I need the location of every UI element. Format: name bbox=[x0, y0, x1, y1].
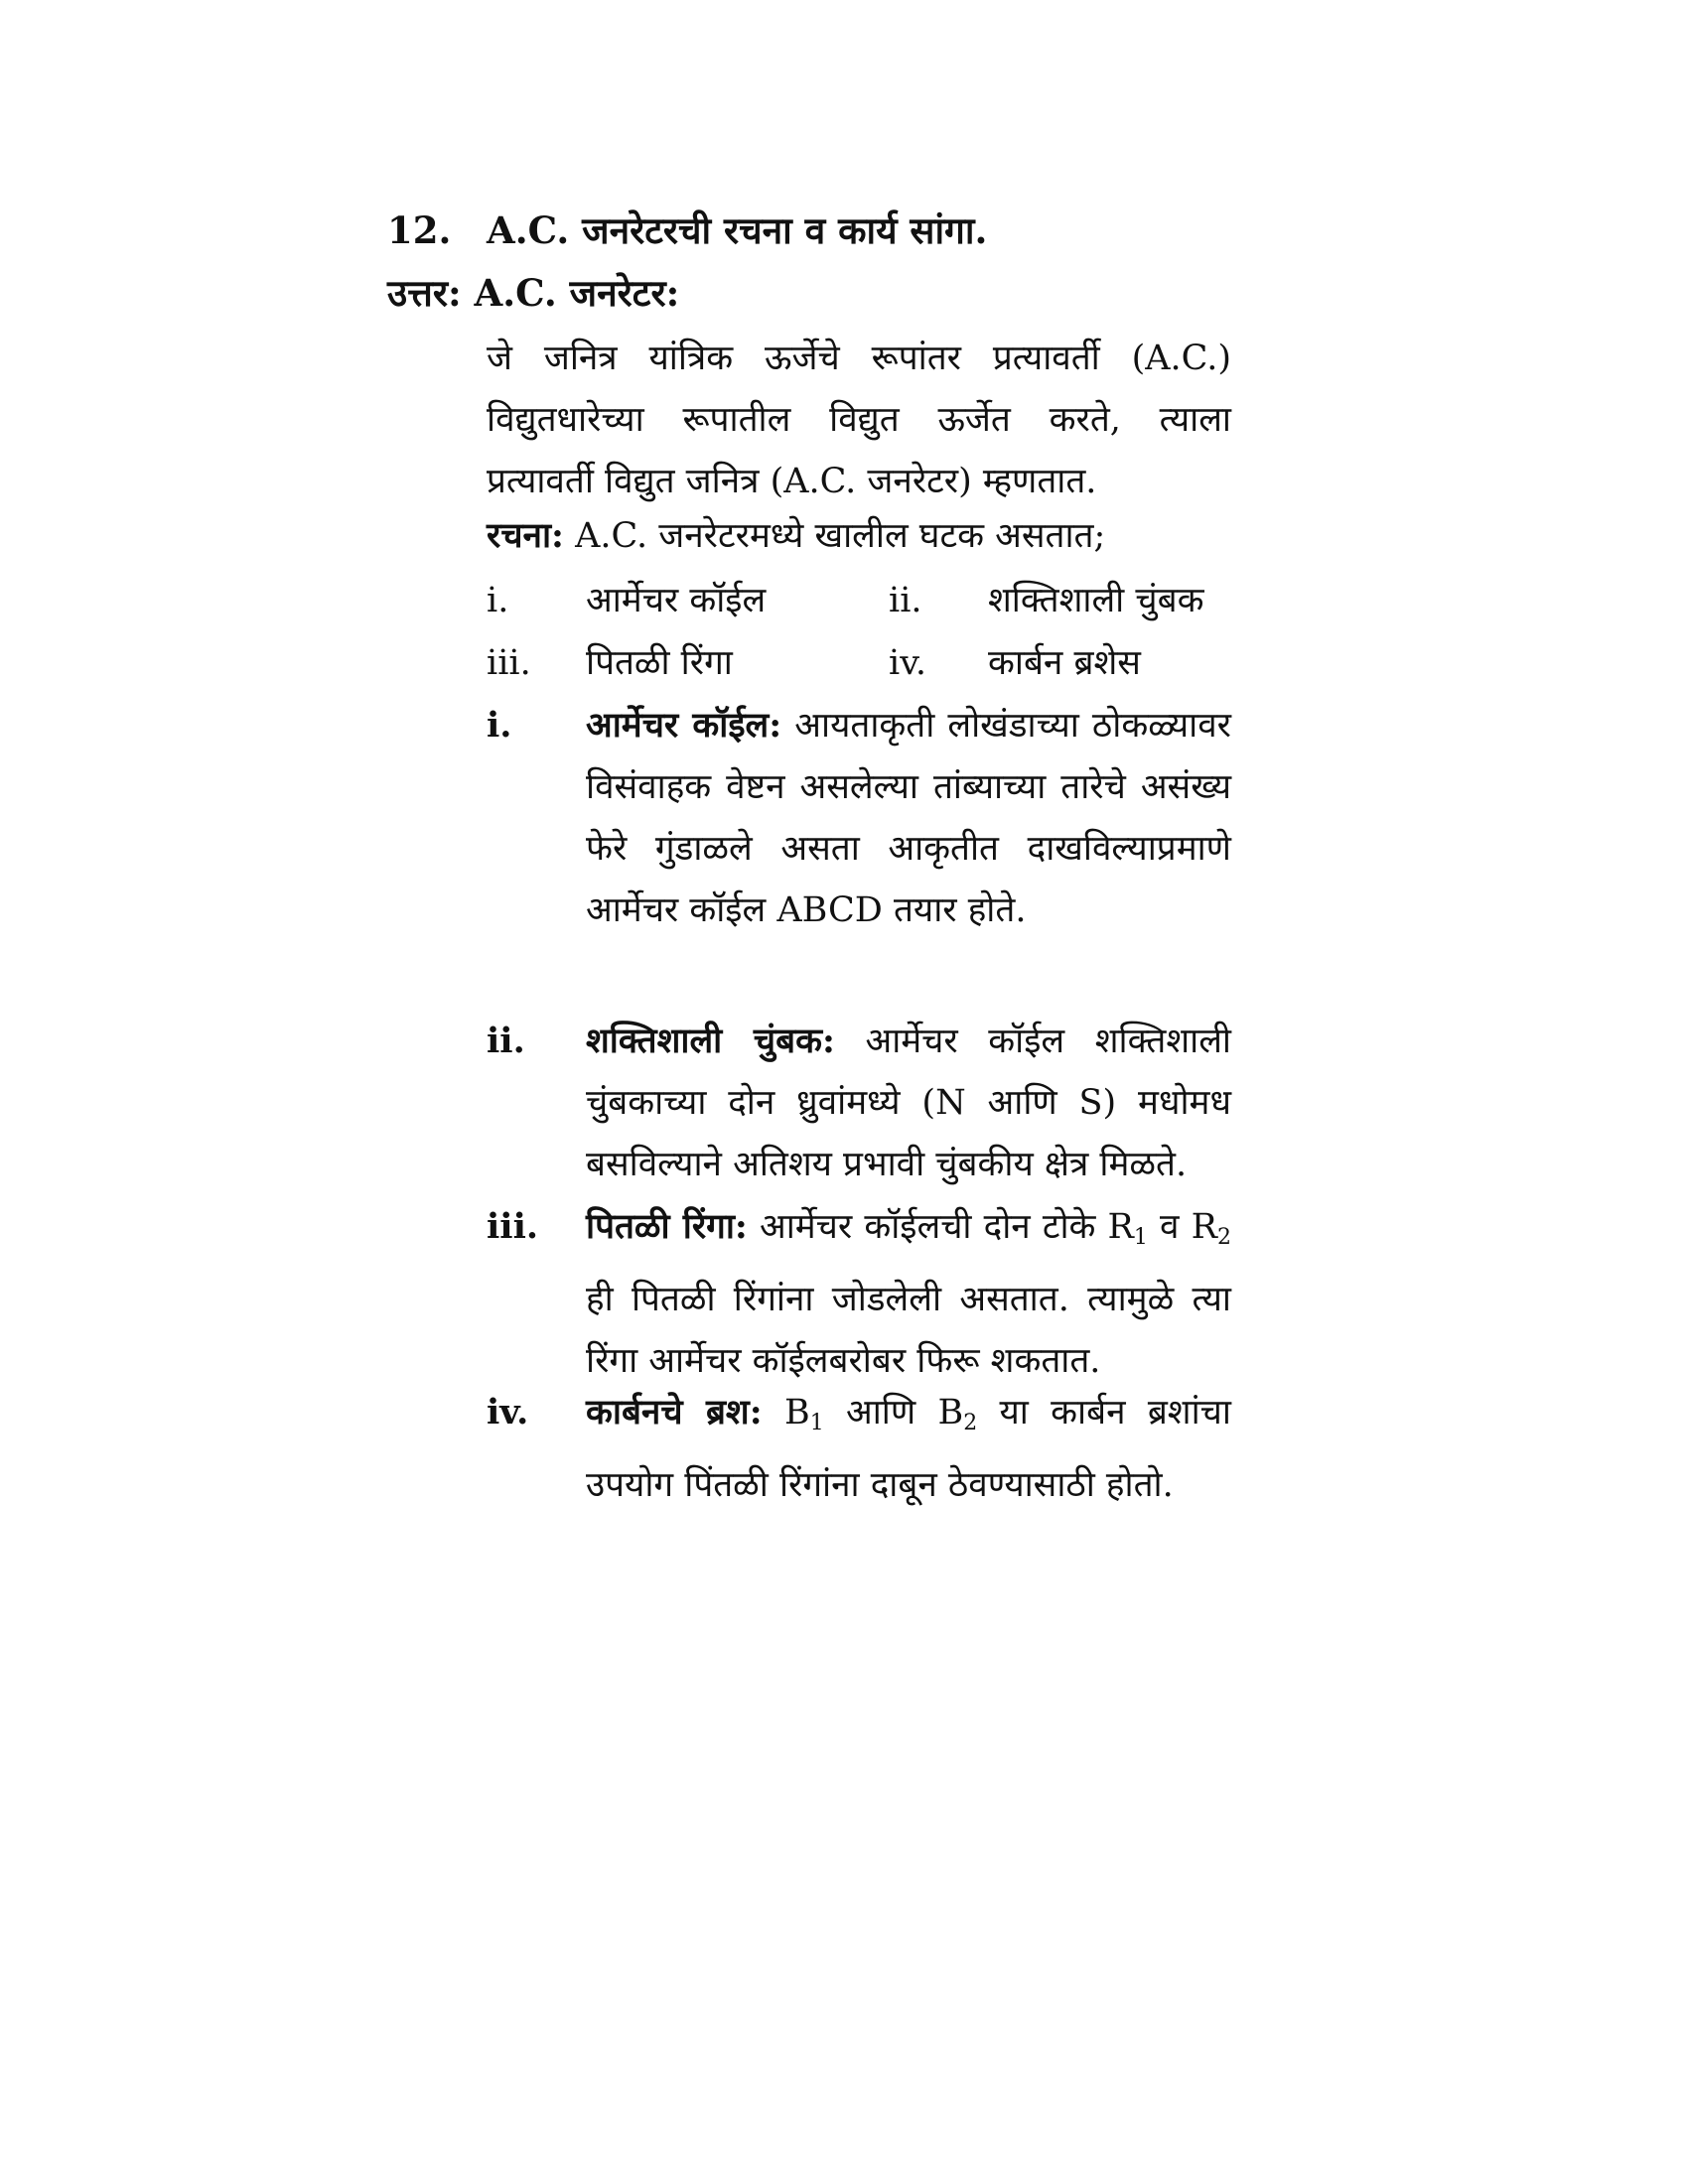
section-text-b: व R bbox=[1147, 1207, 1217, 1247]
component-roman: ii. bbox=[889, 581, 922, 620]
component-roman: i. bbox=[487, 581, 509, 620]
intro-paragraph bbox=[487, 328, 1231, 512]
answer-title: A.C. जनरेटर: bbox=[474, 271, 680, 315]
answer-heading bbox=[387, 266, 679, 317]
component-name: पितळी रिंगा bbox=[586, 643, 733, 683]
component-item bbox=[889, 576, 1203, 622]
subscript: 2 bbox=[1216, 1225, 1231, 1250]
component-roman: iii. bbox=[487, 643, 531, 683]
component-item bbox=[889, 638, 1141, 685]
component-item bbox=[487, 638, 733, 685]
construction-text: A.C. जनरेटरमध्ये खालील घटक असतात; bbox=[575, 516, 1106, 556]
question-number: 12. bbox=[387, 208, 452, 252]
answer-label: उत्तर: bbox=[387, 271, 462, 315]
intro-line-2: विद्युतधारेच्या रूपातील विद्युत ऊर्जेत करते, त्याला bbox=[487, 400, 1231, 440]
section-text-c: ही पितळी रिंगांना जोडलेली असतात. त्यामुळे त्या रिंगा आर्मेचर कॉईलबरोबर फिरू शकतात. bbox=[586, 1280, 1231, 1381]
section-text-c: या कार्बन ब्रशांचा उपयोग पिंतळी रिंगांना दाबून ठेवण्यासाठी होतो. bbox=[586, 1393, 1231, 1505]
subscript: 1 bbox=[1133, 1225, 1148, 1250]
section-marker: i. bbox=[487, 705, 512, 746]
section-marker: ii. bbox=[487, 1021, 525, 1061]
subscript: 2 bbox=[963, 1411, 978, 1435]
section-marker: iii. bbox=[487, 1206, 539, 1247]
construction-label: रचना: bbox=[487, 515, 564, 556]
section-text-a: B bbox=[783, 1393, 810, 1433]
section-slip-rings bbox=[487, 1196, 1231, 1392]
question-heading bbox=[387, 204, 987, 254]
component-item bbox=[487, 576, 766, 622]
component-name: कार्बन ब्रशेस bbox=[988, 643, 1141, 683]
component-roman: iv. bbox=[889, 643, 926, 683]
intro-line-1: जे जनित्र यांत्रिक ऊर्जेचे रूपांतर प्रत्यावर्ती (A.C.) bbox=[487, 339, 1231, 378]
section-carbon-brushes bbox=[487, 1382, 1231, 1516]
section-text: आर्मेचर कॉईल शक्तिशाली चुंबकाच्या दोन ध्रुवांमध्ये (N आणि S) मधोमध बसविल्याने अतिशय प्रभावी चुंबकीय क्षेत्र मिळते. bbox=[586, 1022, 1231, 1184]
section-title: पितळी रिंगा: bbox=[586, 1206, 748, 1247]
section-text-a: आर्मेचर कॉईलची दोन टोके R bbox=[759, 1207, 1134, 1247]
section-title: शक्तिशाली चुंबक: bbox=[586, 1021, 835, 1061]
subscript: 1 bbox=[809, 1411, 824, 1435]
question-text: A.C. जनरेटरची रचना व कार्य सांगा. bbox=[487, 208, 988, 252]
section-marker: iv. bbox=[487, 1392, 529, 1433]
intro-line-3: प्रत्यावर्ती विद्युत जनित्र (A.C. जनरेटर) म्हणतात. bbox=[487, 462, 1097, 501]
section-title: कार्बनचे ब्रश: bbox=[586, 1392, 763, 1433]
section-strong-magnet bbox=[487, 1011, 1231, 1195]
section-armature-coil bbox=[487, 695, 1231, 941]
construction-line bbox=[487, 511, 1105, 558]
section-text-b: आणि B bbox=[823, 1393, 964, 1433]
component-name: आर्मेचर कॉईल bbox=[586, 581, 767, 620]
section-text: आयताकृती लोखंडाच्या ठोकळ्यावर विसंवाहक वेष्टन असलेल्या तांब्याच्या तारेचे असंख्य फेरे गुंडाळले असता आकृतीत दाखविल्याप्रमाणे आर्मेचर कॉईल ABCD तयार होते. bbox=[586, 706, 1231, 930]
component-name: शक्तिशाली चुंबक bbox=[988, 581, 1204, 620]
section-title: आर्मेचर कॉईल: bbox=[586, 705, 782, 746]
